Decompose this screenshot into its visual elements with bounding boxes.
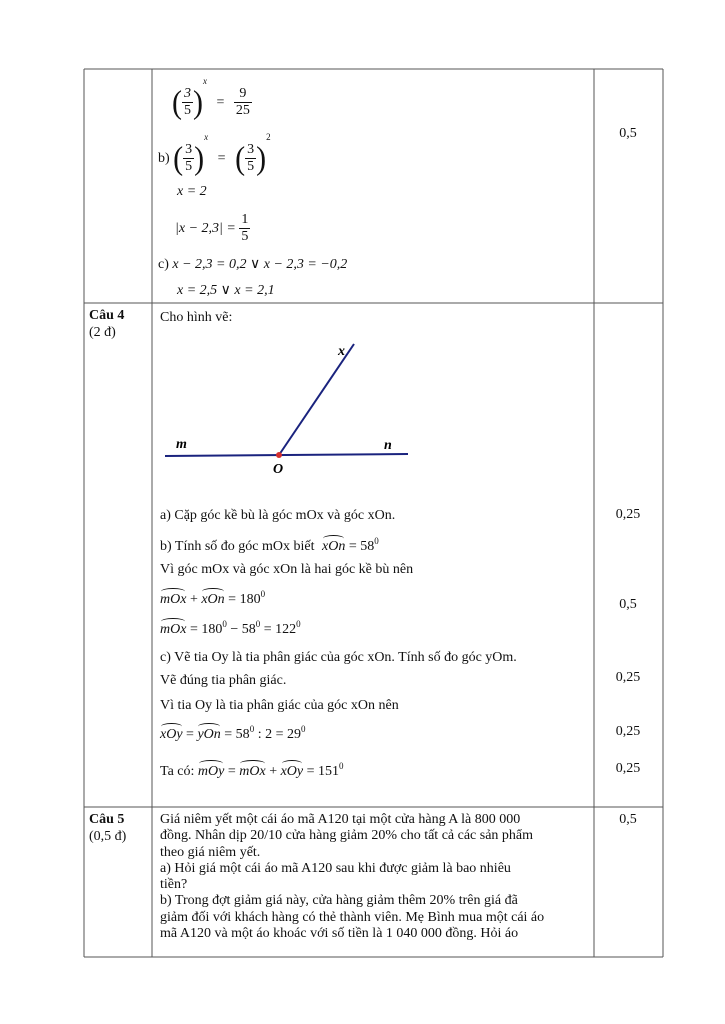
line-mn (165, 454, 408, 456)
label-n: n (384, 438, 392, 453)
answer-a: a) Cặp góc kề bù là góc mOx và góc xOn. (160, 508, 396, 523)
ray-ox (279, 344, 354, 455)
eq-b-power: b) ( $\frac{3}{5}$ )$^x$ = ( $\frac{3}{5}$ )$^2$ (158, 132, 271, 177)
question-5-points: (0,5 đ) (89, 829, 127, 844)
q5-line: a) Hỏi giá một cái áo mã A120 sau khi được giảm là bao nhiêu (160, 860, 511, 876)
q5-line: theo giá niêm yết. (160, 844, 261, 860)
q5-line: giảm đối với khách hàng có thẻ thành viên. Mẹ Bình mua một cái áo (160, 909, 545, 925)
score-c-draw: 0,25 (615, 670, 641, 685)
question-4-intro: Cho hình vẽ: (160, 310, 233, 325)
point-o (276, 452, 282, 458)
answer-b-eq2: mOx = $180^0 - 58^0 = 122^0$ (160, 619, 301, 637)
answer-b-reason: Vì góc mOx và góc xOn là hai góc kề bù nên (160, 562, 414, 577)
score-a: 0,25 (615, 507, 641, 522)
eq-c-cases: c) x − 2,3 = 0,2 ∨ x − 2,3 = −0,2 (158, 257, 348, 272)
answer-c-reason: Vì tia Oy là tia phân giác của góc xOn nên (160, 698, 399, 713)
answer-c-eq1: xOy = yOn = $58^0$ : $2 = 29^0$ (160, 724, 306, 742)
answer-b: b) Tính số đo góc mOx biết xOn = $58^0$ (160, 536, 379, 554)
row1-score: 0,5 (619, 126, 637, 141)
score-c-eq2: 0,25 (615, 761, 641, 776)
eq-x-equals-2: x = 2 (177, 184, 207, 199)
q5-line: đồng. Nhân dịp 20/10 cửa hàng giảm 20% cho tất cả các sản phẩm (160, 828, 534, 844)
eq-abs-value: |x − 2,3| = $\frac{1}{5}$ (175, 212, 249, 245)
angle-figure (160, 335, 420, 480)
label-m: m (176, 437, 187, 452)
label-x: x (338, 344, 345, 359)
answer-c-draw: Vẽ đúng tia phân giác. (160, 673, 287, 688)
question-5-text (160, 812, 588, 942)
q5-line: Giá niêm yết một cái áo mã A120 tại một cửa hàng A là 800 000 (160, 812, 521, 827)
q5-line: tiền? (160, 877, 188, 893)
answer-b-eq1: mOx + xOn = $180^0$ (160, 589, 266, 607)
eq-c-result: x = 2,5 ∨ x = 2,1 (177, 283, 275, 298)
score-c-eq1: 0,25 (615, 724, 641, 739)
question-4-label: Câu 4 (89, 308, 125, 323)
row3-score: 0,5 (619, 812, 637, 827)
score-b: 0,5 (619, 597, 637, 612)
label-o: O (273, 462, 284, 477)
answer-c: c) Vẽ tia Oy là tia phân giác của góc xOn. Tính số đo góc yOm. (160, 650, 517, 665)
q5-line: mã A120 và một áo khoác với số tiền là 1 040 000 đồng. Hỏi áo (160, 926, 519, 942)
eq-power-3-5-x: ( $\frac{3}{5}$ )$^x$ = $\frac{9}{25}$ (172, 76, 250, 121)
q5-line: b) Trong đợt giảm giá này, cửa hàng giảm thêm 20% trên giá đã (160, 893, 518, 909)
answer-c-eq2: Ta có: mOy = mOx + xOy = $151^0$ (160, 761, 344, 779)
question-4-points: (2 đ) (89, 325, 116, 340)
question-5-label: Câu 5 (89, 812, 125, 827)
